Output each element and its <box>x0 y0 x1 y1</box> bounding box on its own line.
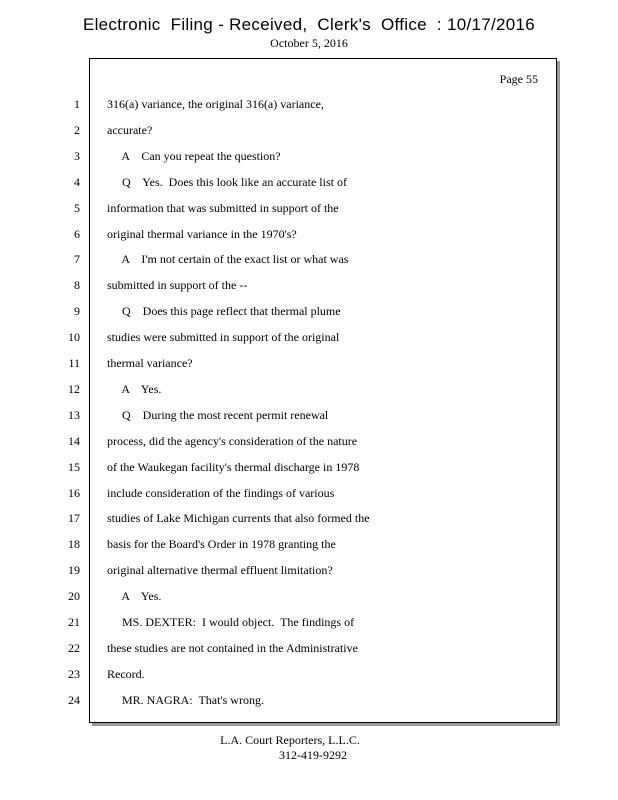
transcript-line: original alternative thermal effluent limitation? <box>107 563 333 577</box>
transcript-line: A I'm not certain of the exact list or what was <box>107 252 349 266</box>
transcript-line: information that was submitted in support of the <box>107 201 339 215</box>
line-number: 20 <box>68 589 80 603</box>
filing-stamp: Electronic Filing - Received, Clerk's Office : 10/17/2016 <box>82 15 536 34</box>
line-number: 15 <box>68 460 80 474</box>
line-number: 21 <box>68 615 80 629</box>
transcript-line: these studies are not contained in the Administrative <box>107 641 358 655</box>
line-number: 19 <box>68 563 80 577</box>
transcript-line: MS. DEXTER: I would object. The findings of <box>107 615 355 629</box>
transcript-line: Q Yes. Does this look like an accurate list of <box>107 175 347 189</box>
transcript-line: A Yes. <box>107 589 162 603</box>
transcript-line: original thermal variance in the 1970's? <box>107 227 297 241</box>
line-number: 24 <box>68 693 80 707</box>
line-number: 13 <box>68 408 80 422</box>
transcript-line: accurate? <box>107 123 153 137</box>
line-number: 6 <box>74 227 80 241</box>
line-number: 5 <box>74 201 80 215</box>
line-number: 3 <box>74 149 80 163</box>
transcript-line: MR. NAGRA: That's wrong. <box>107 693 264 707</box>
transcript-line: Record. <box>107 667 145 681</box>
line-number: 18 <box>68 537 80 551</box>
transcript-line: A Yes. <box>107 382 162 396</box>
transcript-line: 316(a) variance, the original 316(a) variance, <box>107 97 324 111</box>
transcript-line: studies were submitted in support of the original <box>107 330 340 344</box>
court-reporter-name: L.A. Court Reporters, L.L.C. <box>220 733 360 747</box>
line-number: 1 <box>74 97 80 111</box>
line-number: 22 <box>68 641 80 655</box>
transcript-line: Q During the most recent permit renewal <box>107 408 329 422</box>
line-number: 17 <box>68 511 80 525</box>
transcript-line: basis for the Board's Order in 1978 granting the <box>107 537 336 551</box>
transcript-line: of the Waukegan facility's thermal discharge in 1978 <box>107 460 360 474</box>
line-number: 7 <box>74 252 80 266</box>
transcript-line: studies of Lake Michigan currents that also formed the <box>107 511 370 525</box>
line-number: 12 <box>68 382 80 396</box>
transcript-line: include consideration of the findings of various <box>107 486 335 500</box>
transcript-date: October 5, 2016 <box>270 36 348 50</box>
line-number: 14 <box>68 434 80 448</box>
transcript-line: A Can you repeat the question? <box>107 149 281 163</box>
transcript-line: Q Does this page reflect that thermal plume <box>107 304 341 318</box>
line-number: 23 <box>68 667 80 681</box>
transcript-line: process, did the agency's consideration of the nature <box>107 434 358 448</box>
line-number: 16 <box>68 486 80 500</box>
court-reporter-phone: 312-419-9292 <box>279 748 347 762</box>
line-number: 9 <box>74 304 80 318</box>
line-number: 10 <box>68 330 80 344</box>
page-number: Page 55 <box>499 72 538 86</box>
transcript-line: thermal variance? <box>107 356 193 370</box>
line-number: 4 <box>74 175 80 189</box>
line-number: 2 <box>74 123 80 137</box>
line-number: 8 <box>74 278 80 292</box>
transcript-line: submitted in support of the -- <box>107 278 248 292</box>
line-number: 11 <box>68 356 80 370</box>
